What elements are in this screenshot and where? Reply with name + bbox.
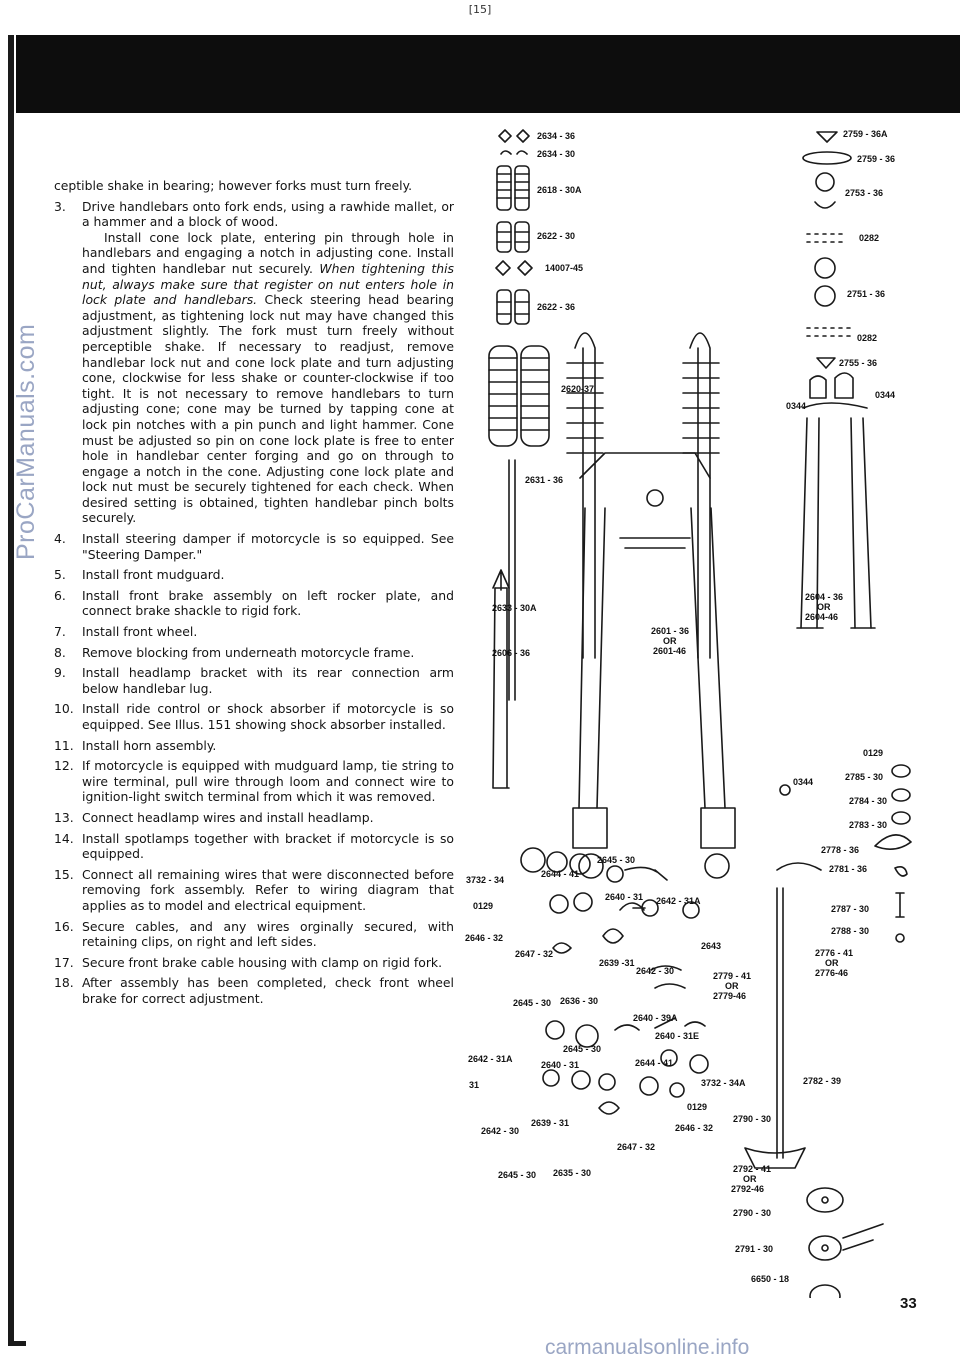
step-12 <box>54 758 454 805</box>
part-label: 2790 - 30 <box>733 1208 772 1218</box>
step-body: Secure front brake cable housing with clamp on rigid fork. <box>82 954 443 970</box>
fork-exploded-diagram <box>455 118 955 1298</box>
step-body: Install horn assembly. <box>82 737 217 753</box>
part-label: 2634 - 30 <box>537 149 576 159</box>
part-label: 2645 - 30 <box>498 1170 537 1180</box>
step-emphasis: When tightening this nut, always make sure that register on nut enters hole in lock plate and handlebars. <box>82 260 454 308</box>
left-spring-parts <box>489 346 549 700</box>
part-label: 2782 - 39 <box>803 1076 842 1086</box>
part-label: 0282 <box>859 233 880 243</box>
part-label: 2647 - 32 <box>515 949 554 959</box>
part-label: 2639 -31 <box>599 958 635 968</box>
part-label: 14007-45 <box>545 263 584 273</box>
part-label: 31 <box>469 1080 480 1090</box>
part-label: 2644 - 41 <box>541 869 580 879</box>
part-label: 2645 - 30 <box>563 1044 602 1054</box>
step-body: Remove blocking from underneath motorcycle frame. <box>82 644 415 660</box>
step-body: Install front mudguard. <box>82 567 225 583</box>
part-label: 2601 - 36 <box>651 626 690 636</box>
part-label: 2776 - 41 <box>815 948 854 958</box>
part-label: 2788 - 30 <box>831 926 870 936</box>
step-number: 14. <box>54 830 74 846</box>
step-9 <box>54 665 454 696</box>
part-label: 2759 - 36 <box>857 154 896 164</box>
page-number: 33 <box>900 1295 917 1312</box>
part-label: OR <box>663 636 677 646</box>
part-label: 2755 - 36 <box>839 358 878 368</box>
part-label: 2781 - 36 <box>829 864 868 874</box>
part-label: 2631 - 36 <box>525 475 564 485</box>
step-14 <box>54 831 454 862</box>
right-fork-leg <box>780 373 875 795</box>
step-number: 13. <box>54 809 74 825</box>
page-ref: [15] <box>468 3 492 16</box>
part-label: 2618 - 30A <box>537 185 582 195</box>
part-label: 0344 <box>786 401 807 411</box>
part-label: 2633 - 30A <box>492 603 537 613</box>
part-label: 2640 - 31 <box>605 892 644 902</box>
page-header <box>0 0 960 22</box>
part-label: 2644 - 41 <box>635 1058 674 1068</box>
part-label: 2779-46 <box>713 991 747 1001</box>
step-16 <box>54 919 454 950</box>
step-15 <box>54 867 454 914</box>
part-label: 2784 - 30 <box>849 796 888 806</box>
step-number: 12. <box>54 758 74 774</box>
step-number: 10. <box>54 701 74 717</box>
page-frame-foot <box>8 1341 26 1346</box>
part-label: 2645 - 30 <box>597 855 636 865</box>
part-label: 0129 <box>863 748 884 758</box>
part-label: 2776-46 <box>815 968 849 978</box>
part-label: 2753 - 36 <box>845 188 884 198</box>
step-number: 11. <box>54 737 74 753</box>
step-body: Install spotlamps together with bracket if motorcycle is so equipped. <box>82 830 454 862</box>
step-number: 8. <box>54 644 66 660</box>
step-11 <box>54 738 454 754</box>
part-label: 2787 - 30 <box>831 904 870 914</box>
step-number: 9. <box>54 665 66 681</box>
part-label: 2646 - 32 <box>675 1123 714 1133</box>
part-label: OR <box>725 981 739 991</box>
step-body: Connect headlamp wires and install headlamp. <box>82 809 374 825</box>
part-label: 0344 <box>875 390 896 400</box>
part-label: 2634 - 36 <box>537 131 576 141</box>
part-label: 2640 - 39A <box>633 1013 678 1023</box>
step-body: Install steering damper if motorcycle is so equipped. See "Steering Damper." <box>82 531 454 562</box>
part-label: 2642 - 30 <box>636 966 675 976</box>
intro-paragraph: ceptible shake in bearing; however forks must turn freely. <box>54 178 413 193</box>
step-number: 3. <box>54 198 66 214</box>
step-body: If motorcycle is equipped with mudguard lamp, tie string to wire terminal, pull wire through loom and connect wire to ignition-light switch terminal from which it was removed. <box>82 758 454 805</box>
step-8 <box>54 645 454 661</box>
part-label: 6650 - 18 <box>751 1274 790 1284</box>
step-10 <box>54 701 454 732</box>
part-label: 2643 <box>701 941 722 951</box>
step-lead: Drive handlebars onto fork ends, using a rawhide mallet, or a hammer and a block of wood. <box>82 198 454 230</box>
part-label: 2791 - 30 <box>735 1244 774 1254</box>
step-number: 16. <box>54 918 74 934</box>
instruction-text <box>54 178 454 1012</box>
part-label: 2622 - 36 <box>537 302 576 312</box>
part-label: 0282 <box>857 333 878 343</box>
part-label: 2642 - 31A <box>656 896 701 906</box>
part-label: 2778 - 36 <box>821 845 860 855</box>
part-label: OR <box>743 1174 757 1184</box>
header-band <box>16 35 960 113</box>
step-number: 18. <box>54 975 74 991</box>
step-number: 17. <box>54 954 74 970</box>
part-label: 2779 - 41 <box>713 971 752 981</box>
step-body: After assembly has been completed, check front wheel brake for correct adjustment. <box>82 975 454 1006</box>
part-label: 2622 - 30 <box>537 231 576 241</box>
part-label: 2792-46 <box>731 1184 765 1194</box>
step-body: Install front wheel. <box>82 624 198 640</box>
step-7 <box>54 624 454 640</box>
part-label: 0129 <box>687 1102 708 1112</box>
part-label: 2790 - 30 <box>733 1114 772 1124</box>
step-number: 15. <box>54 866 74 882</box>
part-label: 2604 - 36 <box>805 592 844 602</box>
part-label: 2635 - 30 <box>553 1168 592 1178</box>
part-label: 2647 - 32 <box>617 1142 656 1152</box>
step-body: Secure cables, and any wires orginally secured, with retaining clips, on right and left sides. <box>82 918 454 950</box>
part-label: OR <box>825 958 839 968</box>
part-label: 2792 - 41 <box>733 1164 772 1174</box>
left-nut-parts <box>496 130 532 324</box>
step-paragraph <box>82 230 454 526</box>
step-body: Connect all remaining wires that were disconnected before removing fork assembly. Refer to wiring diagram that applies as to model and electrical equipment. <box>82 866 454 913</box>
part-label: 2785 - 30 <box>845 772 884 782</box>
step-text: Install cone lock plate, entering pin through hole in handlebars and engaging a notch in adjusting cone. Install and tighten handlebar nut securely. <box>82 229 454 276</box>
step-6 <box>54 588 454 619</box>
part-label: 2642 - 31A <box>468 1054 513 1064</box>
step-18 <box>54 975 454 1006</box>
part-label: 2783 - 30 <box>849 820 888 830</box>
step-body: Install front brake assembly on left rocker plate, and connect brake shackle to rigid fork. <box>82 587 454 619</box>
step-4 <box>54 531 454 562</box>
part-label: 2751 - 36 <box>847 289 886 299</box>
page-frame-left <box>8 35 14 1345</box>
part-label: 0129 <box>473 901 494 911</box>
watermark-left: ProCarManuals.com <box>12 323 40 560</box>
part-label: 2759 - 36A <box>843 129 888 139</box>
step-5 <box>54 567 454 583</box>
part-label: 3732 - 34A <box>701 1078 746 1088</box>
watermark-bottom: carmanualsonline.info <box>545 1336 750 1359</box>
step-number: 4. <box>54 531 66 547</box>
part-label: 2601-46 <box>653 646 687 656</box>
part-label: 2645 - 30 <box>513 998 552 1008</box>
main-rigid-fork <box>567 333 735 878</box>
part-label: 2646 - 32 <box>465 933 504 943</box>
step-body: Install headlamp bracket with its rear connection arm below handlebar lug. <box>82 665 454 696</box>
part-label: 2640 - 31E <box>655 1031 700 1041</box>
part-label: 3732 - 34 <box>466 875 505 885</box>
part-label: 2639 - 31 <box>531 1118 570 1128</box>
step-13 <box>54 810 454 826</box>
step-body <box>82 199 454 526</box>
step-number: 7. <box>54 624 66 640</box>
lower-linkage-parts <box>521 848 708 1114</box>
step-body: Install ride control or shock absorber if motorcycle is so equipped. See Illus. 151 showing shock absorber installed. <box>82 701 454 732</box>
step-number: 5. <box>54 567 66 583</box>
part-label: 2636 - 30 <box>560 996 599 1006</box>
part-label: 2620-37 <box>561 384 595 394</box>
step-17 <box>54 955 454 971</box>
step-3 <box>54 199 454 526</box>
part-label: 2604-46 <box>805 612 839 622</box>
part-label: 0344 <box>793 777 814 787</box>
part-label: 2642 - 30 <box>481 1126 520 1136</box>
part-label: 2606 - 36 <box>492 648 531 658</box>
part-label: 2640 - 31 <box>541 1060 580 1070</box>
part-label: OR <box>817 602 831 612</box>
step-number: 6. <box>54 587 66 603</box>
right-small-parts <box>803 132 853 368</box>
step-text: Check steering head bearing adjustment, as tightening lock nut may have changed this adjustment slightly. The fork must turn freely without perceptible shake. If necessary to readjust, remove handlebar lock nut and cone lock plate and turn adjusting cone, clockwise for less shake or counter-clockwise if too tight. It is not necessary to remove handlebars to turn adjusting cone; cone may be turned by tapping cone at lock pin notches with a pin punch and light hammer. Cone must be adjusted so pin on cone lock plate is free to enter hole in handlebar center forging and go on through to engage a notch in the cone. Adjusting cone lock plate and lock nut must be securely tightened for each check. When desired setting is obtained, tighten handlebar pinch bolts securely. <box>82 292 454 526</box>
